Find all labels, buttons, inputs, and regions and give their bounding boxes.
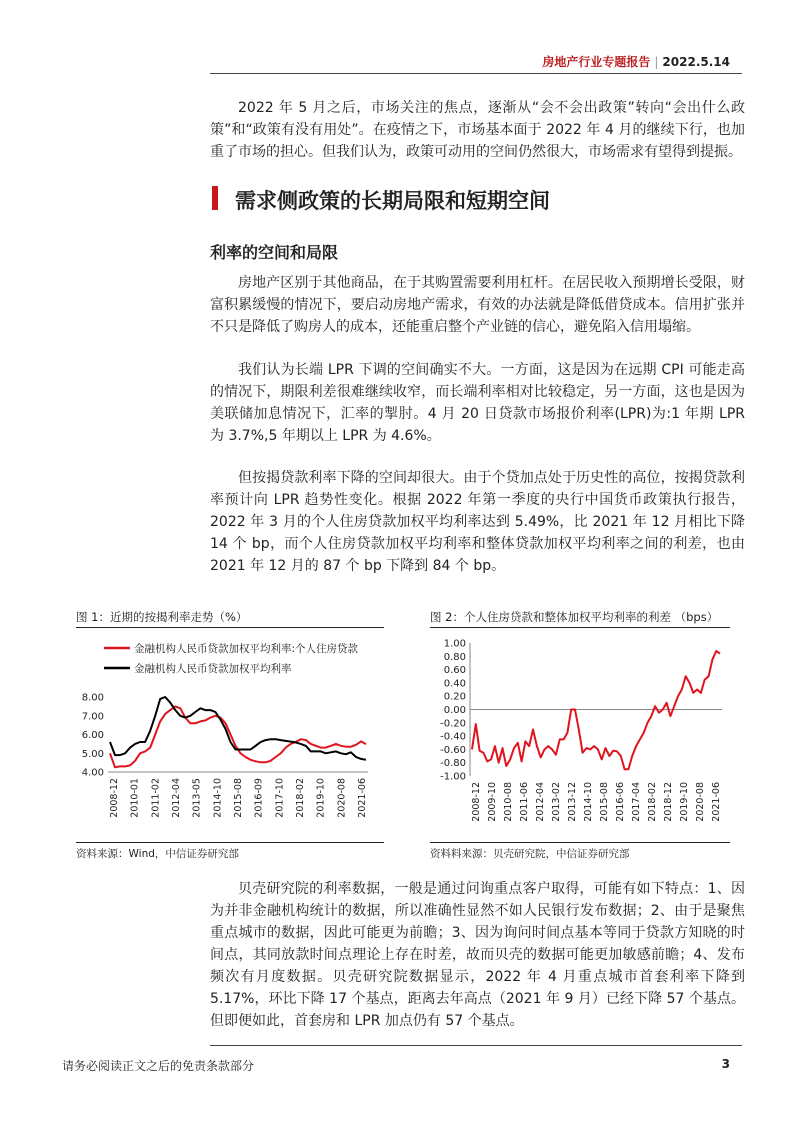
x-tick-label: 2016-09: [253, 778, 265, 818]
figure1-top-rule: [76, 627, 384, 628]
header-date: 2022.5.14: [662, 55, 730, 69]
footer-disclaimer: 请务必阅读正文之后的免责条款部分: [62, 1059, 255, 1073]
x-tick-label: 2015-08: [233, 778, 244, 818]
y-tick-label: 5.00: [81, 748, 104, 760]
header-rule: [210, 73, 742, 74]
x-tick-label: 2009-10: [487, 782, 498, 822]
legend-label-1: 金融机构人民币贷款加权平均利率:个人住房贷款: [134, 643, 359, 655]
page-number: 3: [721, 1057, 730, 1071]
section-marker-bar: [212, 186, 218, 210]
x-tick-label: 2014-10: [212, 778, 224, 818]
x-tick-label: 2021-06: [711, 782, 722, 822]
y-tick-label: 0.60: [443, 665, 466, 677]
x-tick-label: 2013-05: [191, 778, 203, 818]
x-tick-label: 2014-10: [583, 782, 594, 822]
y-tick-label: 0.80: [443, 651, 466, 663]
y-tick-label: 8.00: [81, 692, 104, 704]
figure1-chart: [76, 630, 386, 842]
y-tick-label: 6.00: [81, 730, 104, 741]
y-tick-label: -0.80: [440, 758, 466, 770]
x-tick-label: 2011-06: [519, 782, 530, 822]
header-separator: |: [654, 55, 659, 69]
x-tick-label: 2017-10: [274, 778, 286, 818]
figure2-source: 资料料来源：贝壳研究院，中信证券研究部: [430, 848, 630, 860]
figure1-source: 资料来源：Wind，中信证券研究部: [76, 848, 239, 860]
body-paragraph-4: 贝壳研究院的利率数据，一般是通过问询重点客户取得，可能有如下特点：1、因为并非金融机构统计的数据，所以准确性显然不如人民银行发布数据；2、由于是聚焦重点城市的数据，因此可能更为前瞻；3、因为询问时间点基本等同于贷款方知晓的时间点，其同放款时间点理论上存在时差，故而贝壳的数据可能更加敏感前瞻；4、发布频次有月度数据。贝壳研究院数据显示，2022 年 4 月重点城市首套利率下降到 5.17%，环比下降 17 个基点，距离去年高点（2021 年 9 月）已经下降 57 个基点。但即便如此，首套房和 LPR 加点仍有 57 个基点。: [210, 881, 745, 1029]
y-tick-label: -0.40: [440, 731, 466, 743]
y-tick-label: 4.00: [81, 767, 104, 779]
series-line-1: [472, 651, 720, 769]
header-title: 房地产行业专题报告: [542, 55, 651, 69]
x-tick-label: 2013-12: [567, 782, 578, 822]
x-tick-label: 2021-06: [357, 778, 368, 818]
x-tick-label: 2018-02: [647, 782, 658, 822]
y-tick-label: 0.00: [443, 705, 466, 716]
x-tick-label: 2011-02: [150, 778, 162, 818]
x-tick-label: 2019-10: [315, 778, 327, 818]
x-tick-label: 2017-04: [631, 782, 642, 822]
x-tick-label: 2010-08: [503, 782, 514, 822]
legend-label-2: 金融机构人民币贷款加权平均利率: [134, 663, 292, 675]
series-line-2: [110, 697, 366, 760]
y-tick-label: -0.60: [440, 744, 466, 756]
y-tick-label: 0.40: [443, 678, 466, 690]
y-tick-label: 0.20: [443, 691, 466, 703]
x-tick-label: 2010-01: [129, 778, 141, 818]
x-tick-label: 2012-04: [171, 778, 182, 818]
x-tick-label: 2018-12: [663, 782, 674, 822]
intro-paragraph: 2022 年 5 月之后，市场关注的焦点，逐渐从“会不会出政策”转向“会出什么政策”和“政策有没有用处”。在疫情之下，市场基本面于 2022 年 4 月的继续下行，也加重了市场的担心。但我们认为，政策可动用的空间仍然很大，市场需求有望得到提振。: [210, 100, 745, 160]
y-tick-label: 7.00: [81, 711, 104, 723]
x-tick-label: 2016-06: [615, 782, 626, 822]
x-tick-label: 2018-02: [295, 778, 306, 818]
body-paragraph-2: 我们认为长端 LPR 下调的空间确实不大。一方面，这是因为在远期 CPI 可能走高的情况下，期限利差很难继续收窄，而长端利率相对比较稳定，另一方面，这也是因为美联储加息情况下，汇率的掣肘。4 月 20 日贷款市场报价利率(LPR)为:1 年期 LPR 为 3.7%,5 年期以上 LPR 为 4.6%。: [210, 362, 745, 444]
figure2-title: 图 2：个人住房贷款和整体加权平均利率的利差 （bps）: [430, 610, 719, 624]
subsection-title: 利率的空间和局限: [210, 243, 339, 262]
body-paragraph-1: 房地产区别于其他商品，在于其购置需要利用杠杆。在居民收入预期增长受限，财富积累缓慢的情况下，要启动房地产需求，有效的办法就是降低借贷成本。信用扩张并不只是降低了购房人的成本，还能重启整个产业链的信心，避免陷入信用塌缩。: [210, 275, 745, 335]
x-tick-label: 2008-12: [471, 782, 482, 822]
figure2-top-rule: [430, 627, 730, 628]
x-tick-label: 2012-04: [535, 782, 546, 822]
x-tick-label: 2008-12: [109, 778, 120, 818]
x-tick-label: 2013-02: [551, 782, 562, 822]
figure1-title: 图 1：近期的按揭利率走势（%）: [76, 610, 248, 624]
x-tick-label: 2020-08: [695, 782, 706, 822]
figure2-bottom-rule: [430, 842, 730, 843]
y-tick-label: -0.20: [440, 718, 466, 730]
section-title: 需求侧政策的长期局限和短期空间: [235, 189, 550, 213]
footer-rule: [210, 1045, 742, 1046]
x-tick-label: 2015-08: [599, 782, 610, 822]
y-tick-label: 1.00: [443, 638, 466, 650]
figure1-bottom-rule: [76, 842, 384, 843]
figure2-chart: [430, 630, 730, 842]
y-tick-label: -1.00: [440, 771, 466, 783]
x-tick-label: 2019-10: [679, 782, 690, 822]
body-paragraph-3: 但按揭贷款利率下降的空间却很大。由于个贷加点处于历史性的高位，按揭贷款利率预计向 LPR 趋势性变化。根据 2022 年第一季度的央行中国货币政策执行报告，2022 年 3 月的个人住房贷款加权平均利率达到 5.49%，比 2021 年 12 月相比下降 14 个 bp，而个人住房贷款加权平均利率和整体贷款加权平均利率之间的利差，也由 2021 年 12 月的 87 个 bp 下降到 84 个 bp。: [210, 470, 745, 574]
report-header: [542, 53, 730, 70]
x-tick-label: 2020-08: [336, 778, 348, 818]
